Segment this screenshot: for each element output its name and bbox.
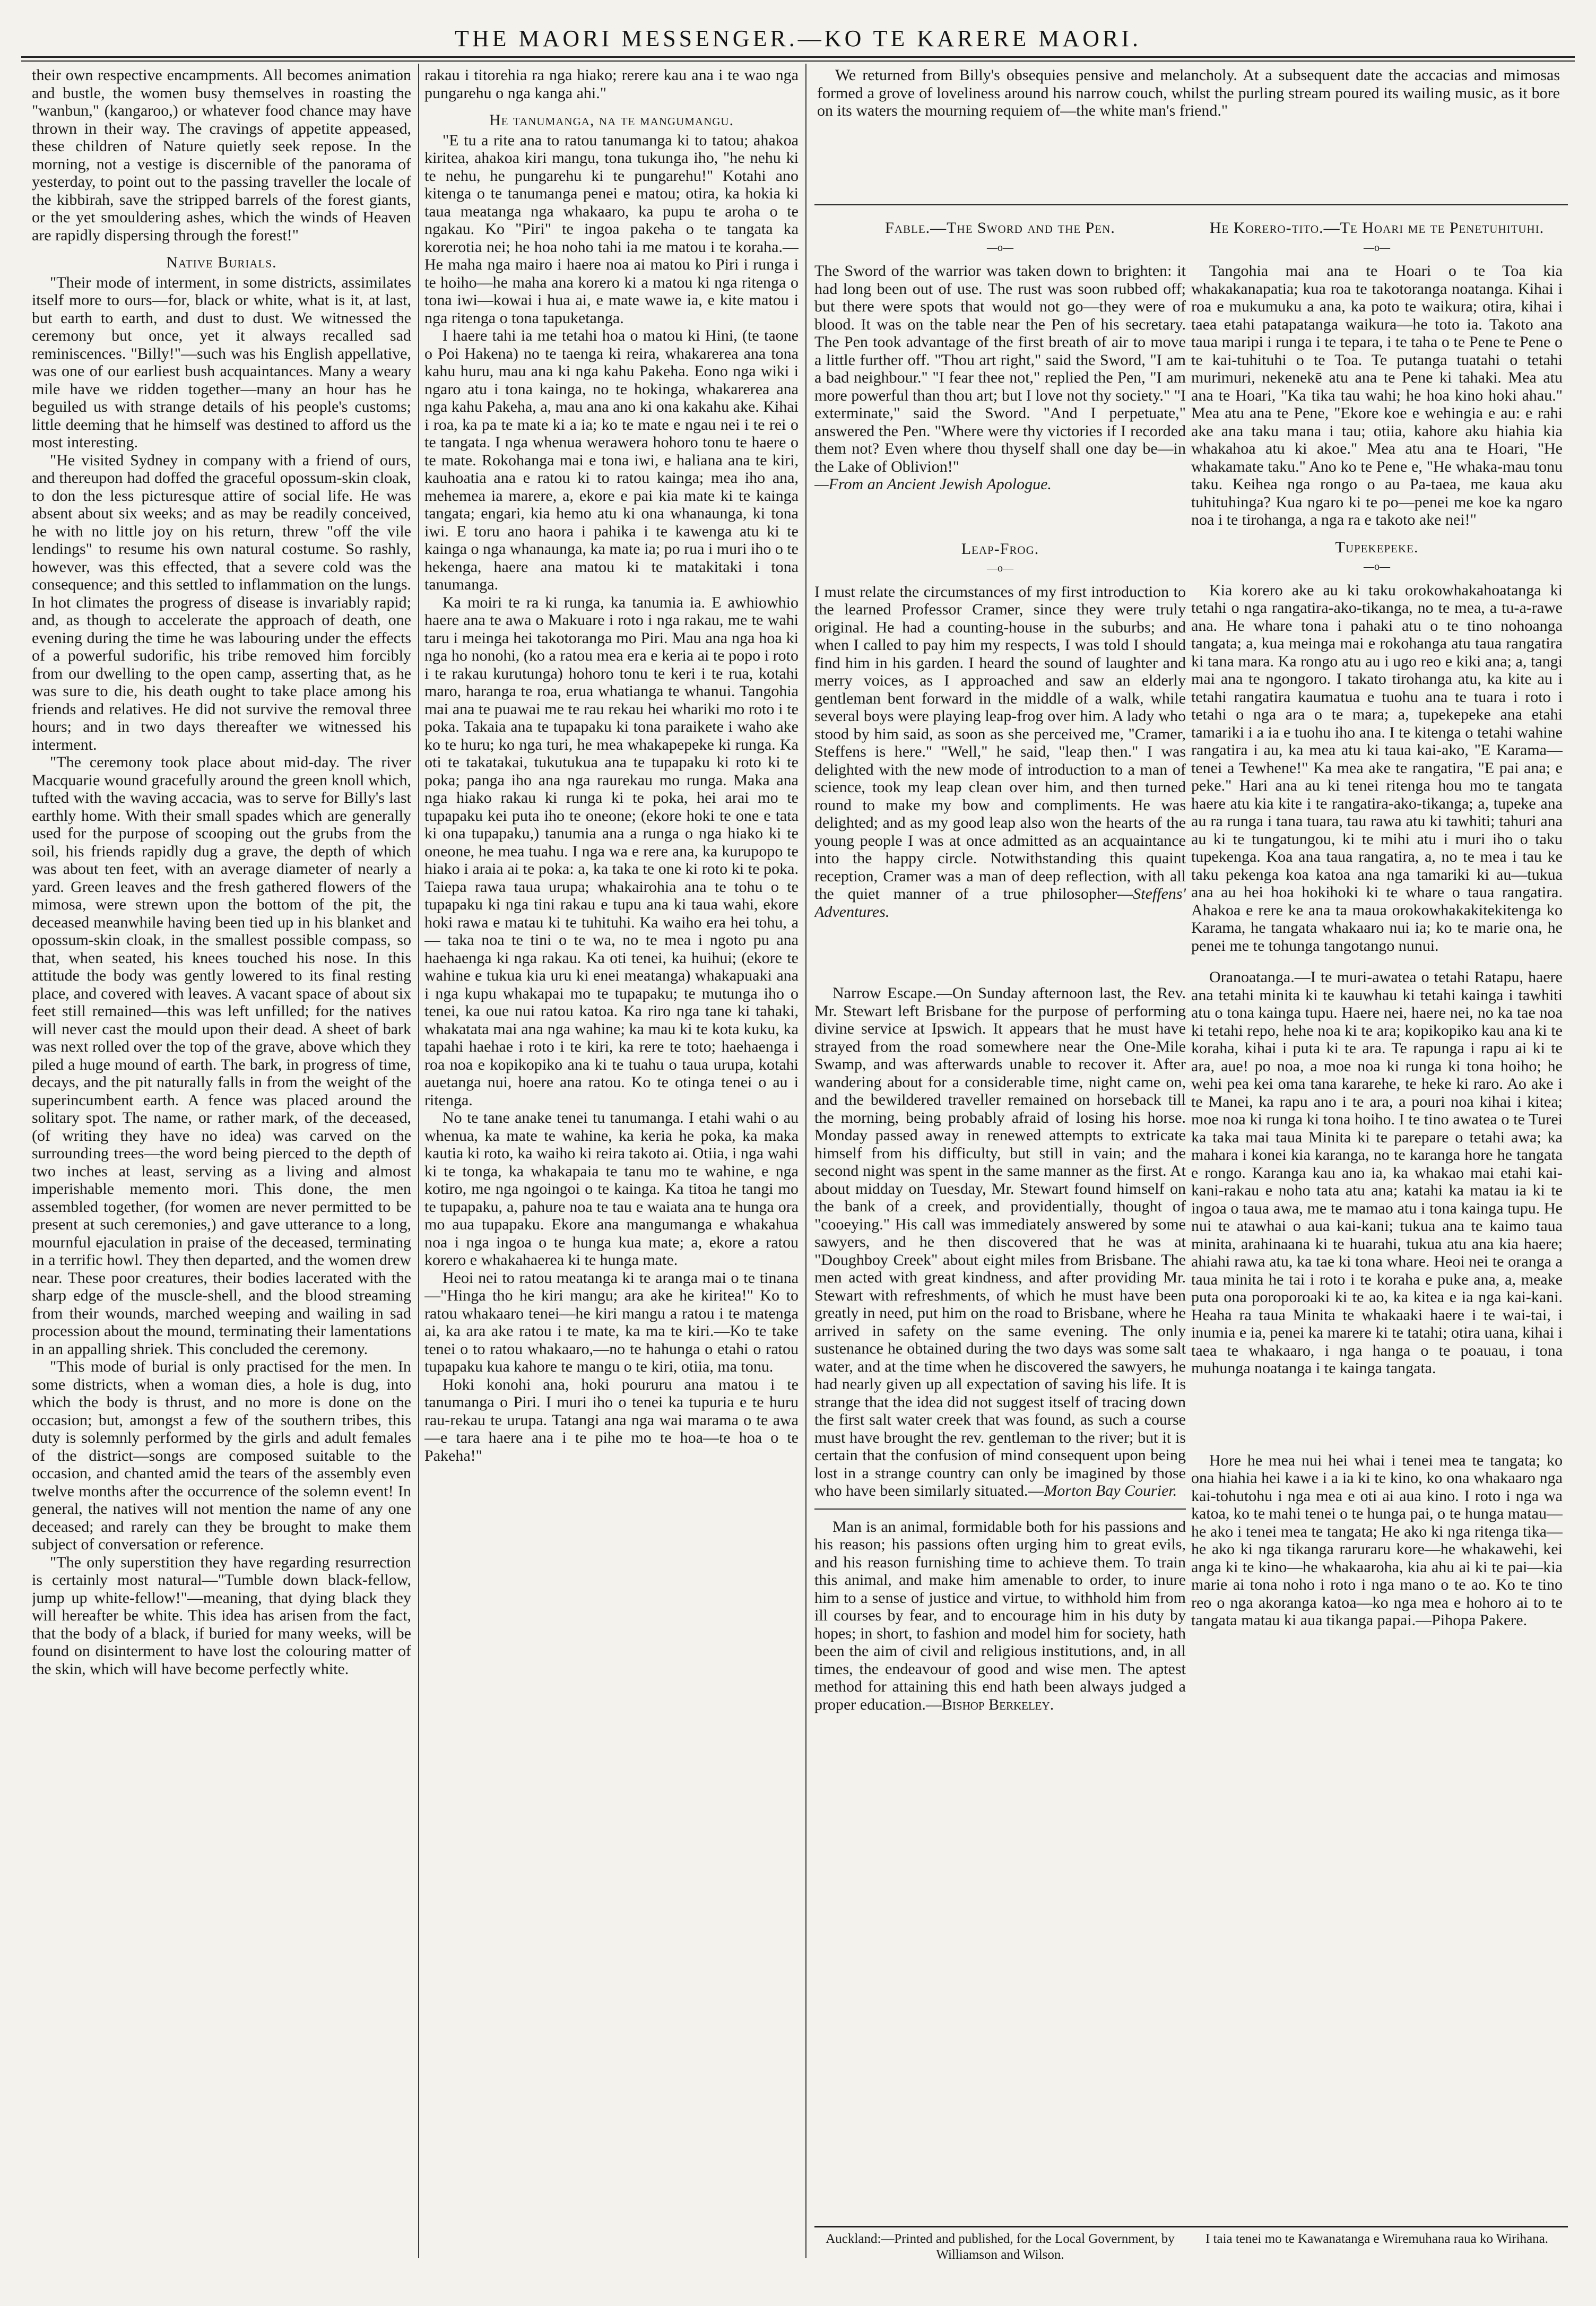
man-credit: Bishop Berkeley. [941,1695,1054,1713]
section-rule [814,204,1568,205]
paragraph: "This mode of burial is only practised for the men. In some districts, when a woman dies, a hole is dug, into which the body is thrust, and no more is done on the occasion; but, amongst a few of the southern tribes, this duty is solemnly performed by the girls and adult females of the district—songs are composed suitable to the occasion, and chanted amid the tears of the assembly even twelve months after the occurrence of the solemn event! In general, the natives will not mention the name of any one deceased; and rarely can they be brought to make them subject of conversation or reference. [32,1358,411,1553]
spacer [814,921,1186,984]
fable-separator: —o— [987,241,1013,254]
leap-frog-body: I must relate the circumstances of my first introduction to the learned Professor Cramer, since they were truly original. He had a counting-house in the suburbs; and when I called to pay him my respects, I was told I should find him in his garden. I heard the sound of laughter and merry voices, as I approached and saw an elderly gentleman bent forward in the middle of a walk, while several boys were playing leap-frog over him. A lady who stood by him said, as soon as she perceived me, "Cramer, Steffens is here." "Well," he said, "leap then." I was delighted with the new mode of introduction to a man of science, took my leap clean over him, and then turned round to make my bow and compliments. He was delighted; and as my good leap also won the hearts of the young people I was at once admitted as an acquaintance into the happy circle. Notwithstanding this quaint reception, Cramer was a man of deep reflection, with all the quiet manner of a true philosopher— [814,583,1186,903]
paragraph: Hoki konohi ana, hoki poururu ana matou i te tanumanga o Piri. I muri iho o tenei ka tupuria e te huru rau-rekau te urupa. Tatangi ana nga wai marama o te awa—e tara haere ana i te pihe mo te hoa—te hoa o te Pakeha!" [424,1375,799,1464]
leap-frog-heading: Leap-Frog. [961,540,1039,558]
masthead-rule [21,56,1575,58]
column-2 [424,66,799,2258]
fable-heading: Fable.—The Sword and the Pen. [885,219,1115,237]
korero-tito-text: Tangohia mai ana te Hoari o te Toa kia whakakanapatia; kua roa te takotoranga noatanga. Kihai i roa e mukumuku a ana, ka poto te waikura; otira, kihai i taea etahi patapatanga waikura—he toto ia. Takoto ana taua maripi i runga i te tepara, i te taha o te Pene te Pene o te kai-tuhituhi o te Toa. Te putanga tuatahi o tetahi murimuri, nekenekē atu ana te Pene ki tahaki. Mea atu ana te Hoari, "Ka tika tau wahi; he hoa kino hoki ahau." Mea atu ana te Pene, "Ekore koe e wehingia e au: e rahi ake ana taku mana i tau; otiia, kahore aku hiahia kia whakahoa atu ki akoe." Mea atu ana te Hoari, "He whakamate taku." Ano ko te Pene e, "He whaka-mau tonu taku. Keihea nga rongo o au Pa-taea, me kaua aku tuhituhinga? Kua ngaro ki te po—penei me koe ka ngaro noa i te tirohanga, a nga ra e takoto ake nei!" [1191,262,1563,528]
hore-text: Hore he mea nui hei whai i tenei mea te tangata; ko ona hiahia hei kawe i a ia ki te kino, ko ona whakaaro nga kai-tohutohu i nga mea e oti ai aua kino. I roto i nga wa katoa, ko te mahi tenei o te hunga pai, o te hunga matau—he ako i tenei mea te tangata; He ako ki nga ritenga tika—he ako ki nga tikanga raruraru kore—he whakawehi, kei anga ki te kino—he whakaaroha, kia ahu ai ki te pai—kia marie ai tona noho i roto i nga mano o te ao. Ko te tino reo o nga akoranga katoa—ko nga mea e hohoro ai to te tangata matau ki aua tikanga papai.—Pihopa Pakere. [1191,1451,1563,1629]
column-1 [32,66,411,2258]
masthead-rule-thin [21,60,1575,62]
man-body: Man is an animal, formidable both for his passions and his reason; his passions often urging him to great evils, and his reason furnishing time to achieve them. To train this animal, and make him amenable to order, to inure him to a sense of justice and virtue, to withhold him from ill courses by fear, and to encourage him in his duty by hopes; in short, to fashion and model him for society, hath been the aim of civil and religious institutions, and, in all times, the endeavour of good and wise men. The aptest method for attaining this end hath been always judged a proper education.— [814,1518,1186,1713]
masthead: THE MAORI MESSENGER.—KO TE KARERE MAORI. [455,25,1141,51]
tanumanga-heading: He tanumanga, na te mangumangu. [489,111,734,129]
paragraph: "E tu a rite ana to ratou tanumanga ki to tatou; ahakoa kiritea, ahakoa kiri mangu, tona tukunga iho, "he nehu ki te nehu, he pungarehu ki te pungarehu!" Kotahi ano kitenga o te tanumanga penei e matou; otira, ka hokia ki taua meatanga nga whakaaro, ka pupu te aroha o te ngakau. Ko "Piri" te ingoa pakeha o te tangata ka korerotia nei; he hoa noho tahi ia me matou i te koraha.—He maha nga mairo i haere noa ai matou ko Piri i runga i te hoiho—he maha ana korero ki a matou ki nga ritenga o tona iwi—kowai i hua ai, e mate wawe ia, e kite matou i nga ritenga o tona tapuketanga. [424,131,799,327]
leap-frog-text [814,583,1186,921]
paragraph: Ka moiri te ra ki runga, ka tanumia ia. E awhiowhio haere ana te awa o Makuare i roto i nga rakau, me te wahi taru i meinga hei takotoranga mo Piri. Mau ana nga hoa ki nga ho nonohi, (ko a ratou mea era e keria ai te popo i roto i te rakau kurutunga) hohoro tonu te keri i te rua, kotahi maro, haranga te roa, erua whatianga te whanui. Tangohia mai ana te puawai me te rau rekau hei whariki mo roto i te poka. Takaia ana te tupapaku ki tona paraikete i waho ake ko te huru; ko nga turi, he mea whakapepeke ki runga. Ka oti te takatakai, tukutukua ana te tupapaku ki roto ki te poka; panga iho ana nga raurekau mo runga. Maka ana nga hiako rakau ki runga ki te poka, hei arai mo te tupapaku kei puta iho te oneone; (ekore hoki te one e tata ki ona tupapaku,) tanumia ana a runga o nga hiako ki te oneone, he mea tuahu. I nga wa e rere ana, ka kurupopo te hiako i araia ai te poka: a, ka taka te one ki roto ki te poka. Taiepa rawa taua urupa; whakairohia ana te tohu o te tupapaku ki nga tini rakau e tupu ana ki taua wahi, ekore hoki rawa e matau ki te tuhituhi. Ka waiho era hei tohu, a— taka noa te tini o te wa, no te mea i ngoto pu ana haehaenga ki nga rakau. Ka oti tenei, ka huihui; (ekore te wahine e tukua kia uru ki enei meatanga) whakapuaki ana i nga kupu whakapai mo te tupapaku; te mutunga iho o tenei, ka oue nui ratou katoa. Ka riro nga tane ki tahaki, whakatata mai ana nga wahine; ka mau ki te kota kuku, ka tapahi haehae i roto i te kiri, ka rere te toto; haehaenga i roa noa e kopikopiko ana ki te tuahu o taua urupa, kotahi auetanga nui, hoere ana ratou. Ko te otinga tenei o au i ritenga. [424,593,799,1109]
column-divider [418,64,419,2258]
narrow-escape-body: Narrow Escape.—On Sunday afternoon last, the Rev. Mr. Stewart left Brisbane for the purpose of performing divine service at Ipswich. It appears that he must have strayed from the road somewhere near the One-Mile Swamp, and was afterwards unable to recover it. After wandering about for a considerable time, night came on, and the bewildered traveller remained on horseback till the morning, being probably afraid of losing his horse. Monday passed away in renewed attempts to extricate himself from his difficulty, but still in vain; and the second night was spent in the same manner as the first. At about midday on Tuesday, Mr. Stewart found himself on the bank of a creek, and providentially, thought of "cooeying." His call was immediately answered by some sawyers, and he then discovered that he was at "Doughboy Creek" about eight miles from Brisbane. The men acted with great kindness, and after providing Mr. Stewart with refreshments, of which he must have been greatly in need, put him on the road to Brisbane, where he arrived in safety on the same evening. The only sustenance he obtained during the two days was some salt water, and at the time when he discovered the sawyers, he had nearly given up all expectation of saving his life. It is strange that the idea did not suggest itself of tracing down the first salt water creek that was found, as such a course must have brought the rev. gentleman to the river; but it is certain that the confusion of mind consequent upon being lost in a strange country can only be imagined by those who have been similarly situated.— [814,984,1186,1499]
tupekepeke-heading: Tupekepeke. [1335,538,1419,556]
fable-text [814,262,1186,493]
paragraph: "The ceremony took place about mid-day. The river Macquarie wound gracefully around the green knoll which, tufted with the waving accacia, was to serve for Billy's last earthly home. With their small spades which are generally used for the purpose of scooping out the grubs from the soil, his friends rapidly dug a grave, the depth of which was about ten feet, with an average diameter of nearly a yard. Green leaves and the fresh gathered flowers of the mimosa, were strewn upon the bottom of the pit, the deceased meanwhile having been tied up in his blanket and opossum-skin cloak, in the smallest possible compass, so that, when seated, his knees touched his nose. In this attitude the body was gently lowered to its final resting place, and covered with leaves. A vacant space of about six feet still remained—this was left unfilled; for the natives will never cast the mould upon their dead. A sheet of bark was next rolled over the top of the grave, above which they piled a huge mound of earth. The bark, in progress of time, decays, and the pit naturally falls in from the weight of the superincumbent earth. A fence was placed around the solitary spot. The name, or rather mark, of the deceased, (of writing they have no idea) was carved on the surrounding trees—the word being pierced to the depth of two inches at least, serving as a living and almost imperishable memento mori. This done, the men assembled together, (for women are never permitted to be present at such ceremonies,) and gave utterance to a long, mournful ejaculation in praise of the deceased, terminating in a terrific howl. They then departed, and the women drew near. These poor creatures, their bodies lacerated with the sharp edge of the muscle-shell, and the blood streaming from their wounds, marched weeping and wailing in sad procession about the mound, terminating their lamentations in an appalling shriek. This concluded the ceremony. [32,753,411,1358]
footer-rule [814,2226,1568,2227]
paragraph: No te tane anake tenei tu tanumanga. I etahi wahi o au whenua, ka mate te wahine, ka keria he poka, ka maka kautia ki roto, ka waiho ki reira takoto ai. Otiia, i nga wahi ki te tonga, ka whakapaia te tanu mo te wahine, e nga kotiro, me nga ngoingoi o te kainga. Ka titoa he tangi mo te tupapaku, a, pahure noa te tau e waiata ana te hunga ora mo aua tupapaku. Ekore ana mangumanga e whakahua noa i nga ingoa o te hunga kua mate; a, ekore a ratou korero e whakahaerea ki te hunga mate. [424,1109,799,1269]
article-continuation: rakau i titorehia ra nga hiako; rerere kau ana i te wao nga pungarehu o nga kanga ahi." [424,66,799,102]
narrow-escape-credit: Morton Bay Courier. [1044,1482,1177,1499]
column-4 [1191,210,1563,2205]
oranoatanga-text: Oranoatanga.—I te muri-awatea o tetahi Ratapu, haere ana tetahi minita ki te kauwhau ki tetahi kainga i tawhiti atu o tona kainga tupu. Haere nei, haere nei, no ka tae noa ki tetahi repo, hehe noa ki te ara; kopikopiko kau ana ki te koraha, kihai i puta ki te ara. Te rapunga i rapu ai ki te ara, aue! po noa, a moe noa ki runga ki tona hoiho; he wehi pea kei oma tana kararehe, te heke ki raro. Ao ake i te Manei, ka rapu ano i te ara, a pouri noa kihai i kitea; moe noa ki runga ki tona hoiho. I te tino awatea o te Turei ka taka mai taua Minita ki te parepare o tetahi awa; ka mahara i konei kia karanga, no te karanga hore he tangata e rongo. Karanga kau ano ia, ka whakao mai etahi kai-kani-rakau e noho tata atu ana; katahi ka matau ia ki te ingoa o taua awa, me te mamao atu i tona kainga tupu. He nui te atawhai o aua kai-kani; tukua ana te kaimo taua minita, arahinaana ki te huarahi, tukua atu ana kia haere; ahiahi rawa atu, ka tae ki tona whare. Heoi nei te oranga a taua minita he tai i roto i te koraha e puke ana, a, meake puta ona poroporoaki ki te ao, ka kitea e ia nga kai-kani. Heaha ra taua Minita te whakaaki haere i te wai-tai, i inumia e ia, penei ka marere ki te tatahi; otira uana, kihai i taea te whakaaro, i nga hanga o te poauau, i tona muhunga noatanga i te kainga tangata. [1191,968,1563,1377]
paragraph: Heoi nei to ratou meatanga ki te aranga mai o te tinana—"Hinga tho he kiri mangu; ara ake he kiritea!" Ko to ratou whakaaro tenei—he kiri mangu a ratou i te matenga ai, ka ara ake ratou i te mate, ka ma te kiri.—Ko te take tenei o to ratou whakaaro,—no te hahunga o etahi o ratou tupapaku kua kahore te mangu o te kiri, otiia, ma tonu. [424,1269,799,1375]
column-divider [805,64,806,2258]
korero-tito-heading: He Korero-tito.—Te Hoari me te Penetuhituhi. [1209,219,1545,237]
section-rule [814,1509,1186,1510]
tupekepeke-separator: —o— [1364,561,1390,573]
paragraph: "The only superstition they have regarding resurrection is certainly most natural—"Tumble down black-fellow, jump up white-fellow!"—meaning, that dying black they will hereafter be white. This idea has arisen from the fact, that the body of a black, if buried for many weeks, will be found on disinterment to have lost the colouring matter of the skin, which will have become perfectly white. [32,1553,411,1678]
fable-body: The Sword of the warrior was taken down to brighten: it had long been out of use. The rust was soon rubbed off; but there were spots that would not go—they were of blood. It was on the table near the Pen of his secretary. The Pen took advantage of the first breath of air to move a little further off. "Thou art right," said the Sword, "I am a bad neighbour." "I fear thee not," replied the Pen, "I am more powerful than thou art; but I love not thy society." "I exterminate," said the Sword. "And I perpetuate," answered the Pen. "Where were thy victories if I recorded them not? Even where thou thyself shall one day be—in the Lake of Oblivion!" [814,262,1186,475]
narrow-escape-text [814,984,1186,1500]
imprint-maori: I taia tenei mo te Kawanatanga e Wiremuhana raua ko Wirihana. [1205,2232,1549,2246]
imprint-english: Auckland:—Printed and published, for the Local Government, by Williamson and Wilson. [826,2232,1175,2262]
paragraph: We returned from Billy's obsequies pensive and melancholy. At a subsequent date the accacias and mimosas formed a grove of loveliness around his narrow couch, whilst the purling stream poured its wailing music, as it bore on its waters the mourning requiem of—the white man's friend." [817,66,1560,119]
paragraph: "He visited Sydney in company with a friend of ours, and thereupon had doffed the graceful opossum-skin cloak, to don the less picturesque attire of social life. He was absent about six weeks; and as may be readily conceived, he with no little joy on his return, threw "off the vile lendings" to resume his own natural costume. So rashly, however, was this effected, that a severe cold was the consequence; and this settled to inflammation on the lungs. In hot climates the progress of disease is invariably rapid; and, as though to accelerate the approach of death, one evening during the time he was labouring under the effects of a powerful sudorific, his tribe removed him forcibly from our dwelling to the open camp, asserting that, as he was sure to die, his death ought to take place among his friends and relatives. He did not survive the removal three hours; and in two days thereafter we witnessed his interment. [32,451,411,753]
leap-frog-separator: —o— [987,562,1013,574]
article-continuation: their own respective encampments. All becomes animation and bustle, the women busy themselves in roasting the "wanbun," (kangaroo,) or whatever food chance may have thrown in their way. The cravings of appetite appeased, these children of Nature quietly seek repose. In the morning, not a vestige is discernible of the panorama of yesterday, to point out to the passing traveller the locale of the kibbirah, save the stripped barrels of the forest giants, or the yet smouldering ashes, which the winds of Heaven are rapidly dispersing through the forest!" [32,66,411,244]
native-burials-heading: Native Burials. [166,254,277,271]
tupekepeke-text: Kia korero ake au ki taku orokowhakahoatanga ki tetahi o nga rangatira-ako-tikanga, no te mea, a tu-a-rawe ana. He whare tona i pahaki atu o te tino nohoanga tangata; a, kua meinga mai e rokohanga atu taua rangatira ki tana mara. Ka rongo atu au i ugo reo e kiki ana; a, tangi mai ana te ngongoro. I takato tirohanga atu, ka kite au i tetahi rangatira kaumatua e tuohu ana te tuara i roto i tetahi o nga ara o te mara; a, tupekepeke ana etahi tamariki i a ia e tuohu iho ana. I te kitenga o tetahi wahine rangatira i au, ka mea atu ki taua kai-ako, "E Karama—tenei a Tewhene!" Ka mea ake te rangatira, "E pai ana; e peke." Hari ana au ki tenei ritenga hou mo te tangata haere atu kia kite i te rangatira-ako-tikanga; a, tupeke ana au ra runga i tana tuara, tau rawa atu ki tawhiti; tahuri ana au ki te tungatungou, ki te mihi atu i muri iho o taku tupekenga. Koa ana taua rangatira, a, no te mea i tau ke taku pekenga koa katoa ana nga tamariki ki au—tukua ana au hei hoa hokihoki ki te whare o taua rangatira. Ahakoa e rere ke ana ta maua orokowhakakitekitenga ko Karama, he tangata whakaaro nui ia; ko te marie ona, he penei me te tohunga tangotango nunui. [1191,581,1563,955]
column-3 [814,210,1186,2205]
spacer [1191,955,1563,968]
korero-tito-separator: —o— [1364,241,1390,254]
leap-frog-credit: Steffens' Adventures. [814,885,1186,921]
billy-conclusion [817,66,1560,210]
paragraph: I haere tahi ia me tetahi hoa o matou ki Hini, (te taone o Poi Hakena) no te taenga ki reira, whakarerea ana tona kahu huru, mau ana ki nga kahu Pakeha. Eono nga wiki i ngaro atu i tona kainga, no te hokinga, whakarerea ana nga kahu Pakeha, a, mau ana ano ki ona kakahu ake. Kihai i roa, ka pa te mate ki a ia; ko te mate e ngau nei i te rei o te tangata. I nga whenua werawera hohoro tonu te haere o te mate. Rokohanga mai e tona iwi, e haliana ana te kiri, kauhoatia ana e ratou ki to ratou kainga; mea iho ana, mehemea ia marere, a, ekore e pai kia mate ki te kainga tangata; engari, kia hemo atu ki ona whanaunga, ki tona iwi. E toru ano haora i pahika i te kawenga atu ki te kainga o nga whanaunga, ka mate ia; po rua i muri iho o te hekenga, haere ana matou ki te matakitaki i tona tanumanga. [424,327,799,593]
man-text [814,1518,1186,1714]
fable-credit: —From an Ancient Jewish Apologue. [814,475,1052,493]
paragraph: "Their mode of interment, in some districts, assimilates itself more to ours—for, black or white, what is it, at last, but earth to earth, and dust to dust. We witnessed the ceremony but once, yet it always recalled sad reminiscences. "Billy!"—such was his English appellative, was one of our earliest bush acquaintances. Many a weary mile have we ridden together—many an hour has he beguiled us with strange details of his people's customs; little deeming that he himself was destined to afford us the most interesting. [32,273,411,451]
spacer [814,493,1186,531]
spacer [1191,1377,1563,1452]
